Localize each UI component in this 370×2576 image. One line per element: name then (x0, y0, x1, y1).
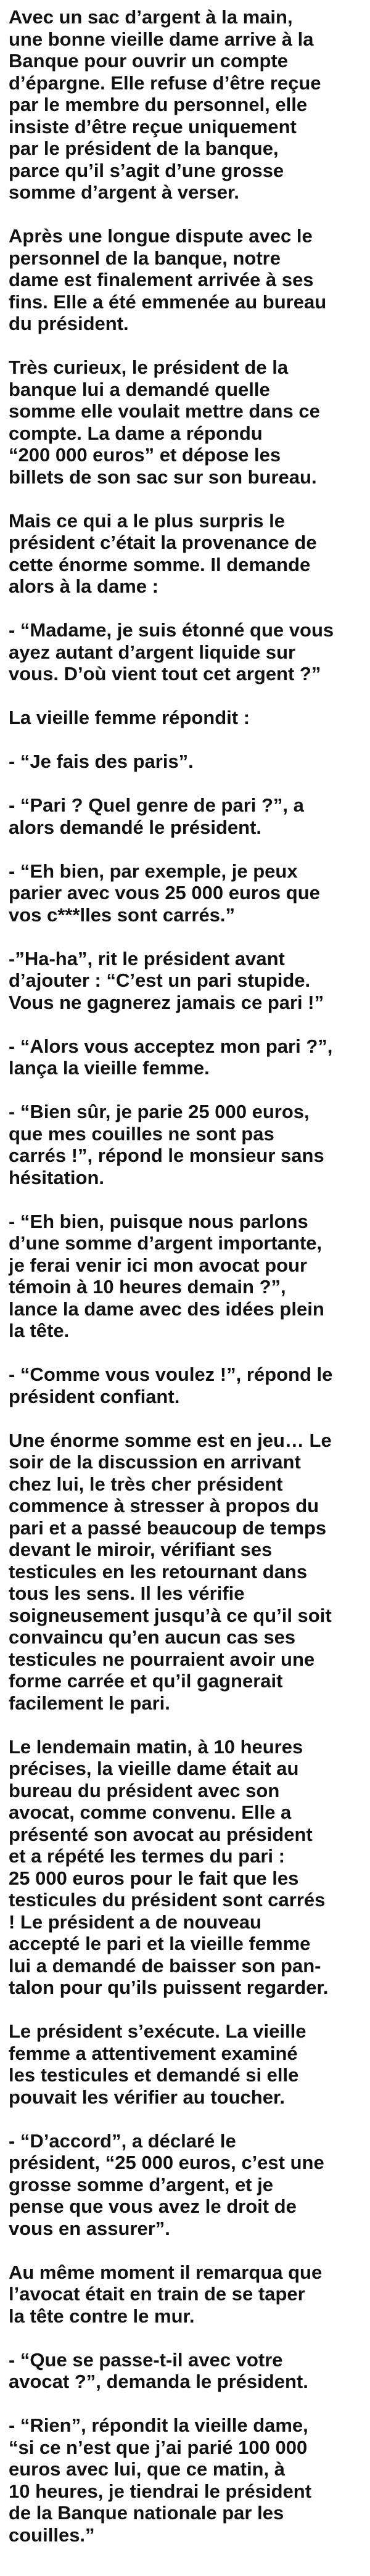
dialogue-line: - “Pari ? Quel genre de pari ?”, a alors demandé le président. (9, 794, 304, 838)
dialogue-line: - “Comme vous voulez !”, répond le président confiant. (9, 1364, 333, 1407)
dialogue-line: - “Bien sûr, je parie 25 000 euros, que mes couilles ne sont pas carrés !”, répond le monsieur sans hésitation. (9, 1101, 324, 1188)
paragraph: Très curieux, le président de la banque lui a demandé quelle somme elle voulait mettre dans ce compte. La dame a répondu “200 000 euros” et dépose les billets de son sac sur son bureau. (9, 356, 320, 488)
dialogue-line: - “Madame, je suis étonné que vous ayez autant d’argent liquide sur vous. D’où vient tout cet argent ?” (9, 619, 334, 685)
dialogue-line: - “Eh bien, par exemple, je peux parier avec vous 25 000 euros que vos c***lles sont carrés.” (9, 860, 320, 926)
dialogue-line: - “D’accord”, a déclaré le président, “25 000 euros, c’est une grosse somme d’argent, et je pense que vous avez le droit de vous en assurer”. (9, 2130, 324, 2239)
dialogue-line: - “Alors vous acceptez mon pari ?”, lança la vieille femme. (9, 1035, 333, 1079)
paragraph: La vieille femme répondit : (9, 707, 250, 728)
paragraph: Le lendemain matin, à 10 heures précises, la vieille dame était au bureau du président avec son avocat, comme convenu. Elle a présenté son avocat au président et a répété les termes du pari : 25 000 euros pour le fait que les testicules du président sont carrés ! Le président a de nouveau accepté le pari et la vieille femme lui a demandé de baisser son pan- talon pour qu’ils puissent regarder. (9, 1735, 329, 1998)
paragraph: Le président s’exécute. La vieille femme a attentivement examiné les testicules et demandé si elle pouvait les vérifier au toucher. (9, 2020, 306, 2108)
dialogue-line: -”Ha-ha”, rit le président avant d’ajouter : “C’est un pari stupide. Vous ne gagnerez jamais ce pari !” (9, 947, 324, 1013)
dialogue-line: - “Je fais des paris”. (9, 751, 194, 772)
paragraph: Avec un sac d’argent à la main, une bonne vieille dame arrive à la Banque pour ouvrir un compte d’épargne. Elle refuse d’être reçue par le membre du personnel, elle insiste d’être reçue uniquement par le président de la banque, parce qu’il s’agit d’une grosse somme d’argent à verser. (9, 6, 321, 203)
paragraph: Mais ce qui a le plus surpris le président c’était la provenance de cette énorme somme. Il demande alors à la dame : (9, 509, 317, 597)
dialogue-line: - “Que se passe-t-il avec votre avocat ?”, demanda le président. (9, 2348, 308, 2392)
paragraph: Une énorme somme est en jeu… Le soir de la discussion en arrivant chez lui, le très cher président commence à stresser à propos du pari et a passé beaucoup de temps devant le miroir, vérifiant ses testicules en les retournant dans tous les sens. Il les vérifie soigneusement jusqu’à ce qu’il soit convaincu qu’en aucun cas ses testicules ne pourraient avoir une forme carrée et qu’il gagnerait facilement le pari. (9, 1429, 332, 1714)
story-text (9, 6, 358, 2546)
paragraph: Au même moment il remarqua que l’avocat était en train de se taper la tête contre le mur. (9, 2261, 323, 2327)
dialogue-line: - “Eh bien, puisque nous parlons d’une somme d’argent importante, je ferai venir ici mon avocat pour témoin à 10 heures demain ?”, lance la dame avec des idées plein la tête. (9, 1210, 324, 1341)
dialogue-line: - “Rien”, répondit la vieille dame, “si ce n’est que j’ai parié 100 000 euros avec lui, que ce matin, à 10 heures, je tiendrai le président de la Banque nationale par les couilles.” (9, 2414, 312, 2546)
paragraph: Après une longue dispute avec le personnel de la banque, notre dame est finalement arrivée à ses fins. Elle a été emmenée au bureau du président. (9, 225, 327, 334)
